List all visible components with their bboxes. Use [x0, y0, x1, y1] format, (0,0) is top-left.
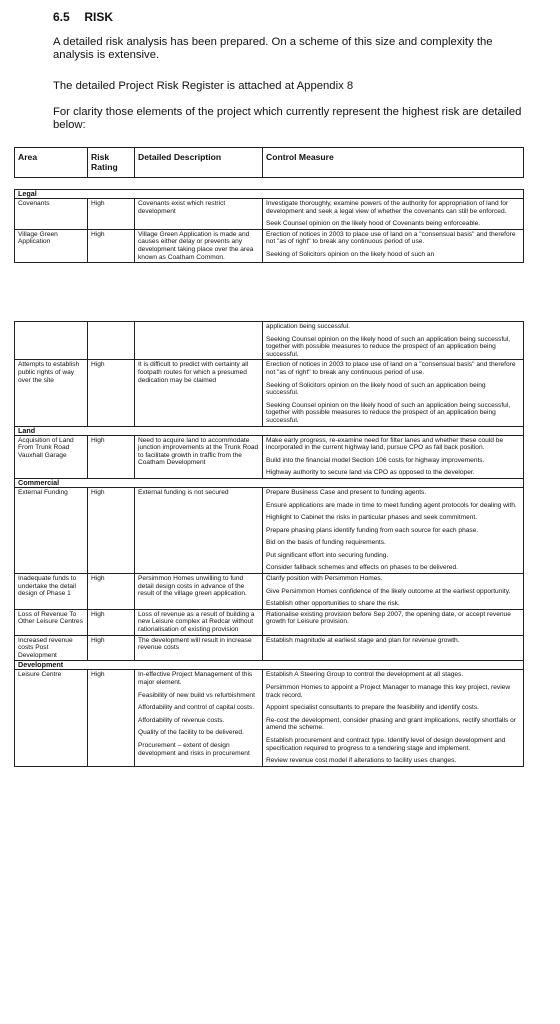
description-cell: Need to acquire land to accommodate junction improvements at the Trunk Road to facilitate growth in traffic from the Coatham Development — [135, 435, 263, 478]
area-cell: Inadequate funds to undertake the detail design of Phase 1 — [15, 574, 88, 610]
control-measure-item: Seeking Counsel opinion on the likely hood of such an application being successful, together with possible measures to reduce the prospect of an application being successful. — [266, 335, 511, 358]
description-item: Procurement – extent of design development and risks in procurement — [138, 741, 250, 757]
risk-row — [15, 609, 524, 635]
risk-row — [15, 229, 524, 262]
area-cell: External Funding — [15, 487, 88, 573]
control-measure-item: Give Persimmon Homes confidence of the likely outcome at the earliest opportunity. — [266, 587, 511, 595]
area-cell: Loss of Revenue To Other Leisure Centres — [15, 609, 88, 635]
description-cell: It is difficult to predict with certainty all footpath routes for which a presumed dedication may be claimed — [135, 360, 263, 426]
description-item: Affordability and control of capital costs. — [138, 704, 255, 712]
control-measure-item: Erection of notices in 2003 to place use of land on a "consensual basis" and therefore not "as of right" to break any continuous period of use. — [266, 361, 516, 376]
control-measure-item: Establish A Steering Group to control the development at all stages. — [266, 671, 464, 679]
appendix-paragraph: The detailed Project Risk Register is attached at Appendix 8 — [53, 80, 354, 92]
rating-cell: High — [88, 199, 135, 230]
control-measure-item: Highway authority to secure land via CPO as opposed to the developer. — [266, 469, 475, 477]
risk-row — [15, 635, 524, 661]
control-measure-cell — [263, 229, 524, 262]
control-measure-item: Consider fallback schemes and effects on phases to be delivered. — [266, 564, 458, 572]
control-measure-cell — [263, 487, 524, 573]
rating-cell: High — [88, 229, 135, 262]
control-measure-item: Put significant effort into securing funding. — [266, 551, 389, 559]
rating-cell: High — [88, 487, 135, 573]
control-measure-item: Seeking Counsel opinion on the likely hood of such an application being successful, together with possible measures to reduce the prospect of an application being successful. — [266, 401, 511, 424]
rating-cell: High — [88, 360, 135, 426]
control-measure-cell — [263, 435, 524, 478]
section-number: 6.5 — [53, 10, 70, 24]
section-label: Land — [15, 426, 524, 435]
risk-row — [15, 670, 524, 766]
rating-cell: High — [88, 435, 135, 478]
description-cell: Covenants exist which restrict development — [135, 199, 263, 230]
control-measure-cell — [263, 322, 524, 360]
control-measure-cell — [263, 635, 524, 661]
control-measure-item: Prepare phasing plans identify funding from each source for each phase. — [266, 526, 479, 534]
table-header-row — [15, 148, 524, 178]
description-item: Affordability of revenue costs. — [138, 716, 225, 724]
control-measure-item: Clarify position with Persimmon Homes. — [266, 575, 383, 583]
risk-row — [15, 199, 524, 230]
header-spacer — [15, 178, 524, 190]
control-measure-item: Review revenue cost model if alterations to facility uses changes. — [266, 757, 457, 765]
area-cell: Village Green Application — [15, 229, 88, 262]
control-measure-item: Seeking of Solicitors opinion on the likely hood of such an application being successful. — [266, 381, 486, 397]
area-cell: Increased revenue costs Post Development — [15, 635, 88, 661]
description-cell: Loss of revenue as a result of building a new Leisure complex at Redcar without rationalisation of existing provision — [135, 609, 263, 635]
rating-cell: High — [88, 609, 135, 635]
header-control-measure: Control Measure — [263, 148, 524, 178]
risk-table-part-2 — [14, 321, 524, 767]
section-row-development — [15, 661, 524, 670]
clarity-paragraph: For clarity those elements of the project which currently represent the highest risk are detailed below: — [53, 106, 522, 131]
control-measure-cell — [263, 199, 524, 230]
area-cell — [15, 322, 88, 360]
control-measure-item: Ensure applications are made in time to meet funding agent protocols for dealing with. — [266, 501, 517, 509]
description-item: Quality of the facility to be delivered. — [138, 729, 244, 737]
control-measure-item: Prepare Business Case and present to funding agents. — [266, 488, 427, 496]
section-label: Commercial — [15, 478, 524, 487]
control-measure-item: application being successful. — [266, 323, 350, 330]
control-measure-item: Erection of notices in 2003 to place use of land on a "consensual basis" and therefore not "as of right" to break any continuous period of use. — [266, 230, 516, 246]
control-measure-item: Investigate thoroughly, examine powers of the authority for appropriation of land for development and seek a legal view of whether the covenants can still be enforced. — [266, 200, 509, 215]
header-detailed-description: Detailed Description — [135, 148, 263, 178]
control-measure-cell — [263, 609, 524, 635]
control-measure-item: Establish procurement and contract type. Identify level of design development and specification required to progress to a tendering stage and implement. — [266, 736, 506, 752]
section-heading — [53, 10, 113, 24]
section-row-land — [15, 426, 524, 435]
control-measure-item: Seek Counsel opinion on the likely hood of Covenants being enforceable. — [266, 220, 481, 228]
risk-table-part-1 — [14, 147, 524, 263]
description-cell: Persimmon Homes unwilling to fund detail design costs in advance of the result of the village green application. — [135, 574, 263, 610]
section-row-commercial — [15, 478, 524, 487]
header-risk-rating: Risk Rating — [88, 148, 135, 178]
section-label: Development — [15, 661, 524, 670]
description-cell: Village Green Application is made and causes either delay or prevents any development taking place over the area known as Coatham Common. — [135, 229, 263, 262]
control-measure-item: Persimmon Homes to appoint a Project Manager to manage this key project, review track record. — [266, 684, 511, 699]
section-row-legal — [15, 190, 524, 199]
description-item: Feasibility of new build vs refurbishment — [138, 691, 255, 699]
description-cell — [135, 670, 263, 766]
control-measure-cell — [263, 574, 524, 610]
risk-row — [15, 435, 524, 478]
control-measure-cell — [263, 670, 524, 766]
control-measure-item: Seeking of Solicitors opinion on the likely hood of such an — [266, 250, 435, 258]
header-area: Area — [15, 148, 88, 178]
section-title: RISK — [84, 10, 114, 24]
description-cell: The development will result in increase revenue costs — [135, 635, 263, 661]
description-item: In-effective Project Management of this major element. — [138, 671, 253, 686]
control-measure-item: Rationalise existing provision before Sep 2007, the opening date, or accept revenue growth for Leisure provision. — [266, 610, 511, 626]
rating-cell: High — [88, 635, 135, 661]
risk-row — [15, 360, 524, 426]
area-cell: Attempts to establish public rights of way over the site — [15, 360, 88, 426]
description-cell — [135, 322, 263, 360]
section-label: Legal — [15, 190, 524, 199]
control-measure-item: Establish magnitude at earliest stage and plan for revenue growth. — [266, 636, 460, 644]
rating-cell — [88, 322, 135, 360]
rating-cell: High — [88, 574, 135, 610]
control-measure-item: Build into the financial model Section 106 costs for highway improvements. — [266, 456, 485, 464]
rating-cell: High — [88, 670, 135, 766]
control-measure-item: Bid on the basis of funding requirements. — [266, 539, 386, 547]
area-cell: Covenants — [15, 199, 88, 230]
control-measure-item: Highlight to Cabinet the risks in particular phases and seek commitment. — [266, 514, 478, 522]
control-measure-item: Re-cost the development, consider phasing and grant implications, rectify shortfalls or amend the scheme. — [266, 716, 516, 732]
control-measure-item: Make early progress, re-examine need for filter lanes and whether these could be incorporated in the current highway land, pursue CPO as fall back position. — [266, 436, 504, 452]
control-measure-item: Appoint specialist consultants to prepare the feasibility and identify costs. — [266, 704, 479, 712]
description-cell: External funding is not secured — [135, 487, 263, 573]
intro-paragraph: A detailed risk analysis has been prepared. On a scheme of this size and complexity the analysis is extensive. — [53, 36, 493, 61]
control-measure-cell — [263, 360, 524, 426]
risk-row — [15, 574, 524, 610]
continued-row — [15, 322, 524, 360]
risk-row — [15, 487, 524, 573]
control-measure-item: Establish other opportunities to share the risk. — [266, 600, 400, 608]
area-cell: Acquisition of Land From Trunk Road Vauxhall Garage — [15, 435, 88, 478]
area-cell: Leisure Centre — [15, 670, 88, 766]
